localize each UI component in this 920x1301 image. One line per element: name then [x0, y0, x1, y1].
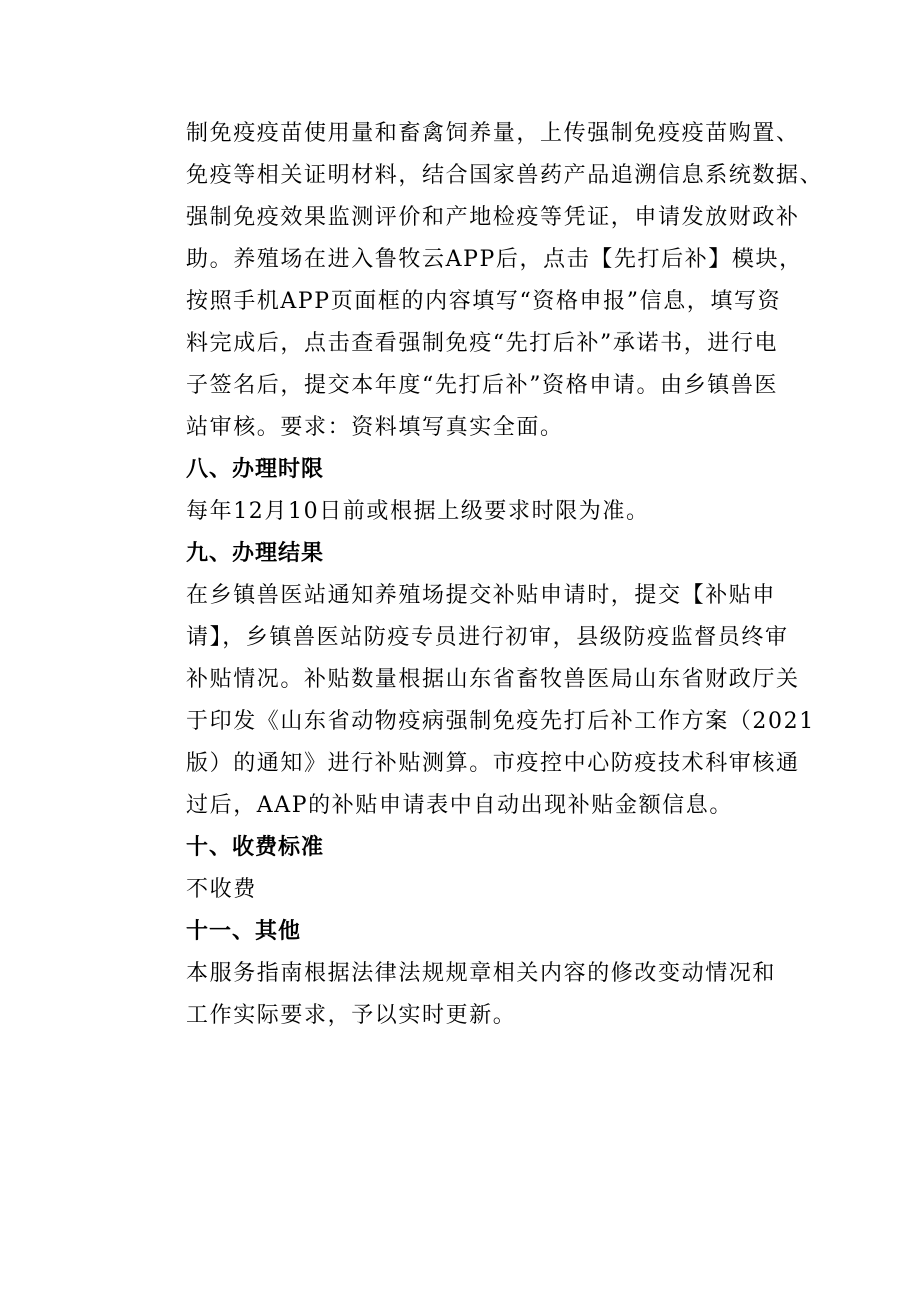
body-line: 子签名后，提交本年度“先打后补”资格申请。由乡镇兽医	[186, 373, 779, 398]
body-line: 免疫等相关证明材料，结合国家兽药产品追溯信息系统数据、	[186, 163, 824, 188]
body-line: 按照手机APP页面框的内容填写“资格申报”信息，填写资	[186, 289, 782, 314]
body-line: 请】，乡镇兽医站防疫专员进行初审，县级防疫监督员终审	[186, 625, 789, 650]
section-heading-processing-time: 八、办理时限	[186, 457, 325, 482]
body-line: 过后，AAP的补贴申请表中自动出现补贴金额信息。	[186, 793, 733, 818]
body-line: 于印发《山东省动物疫病强制免疫先打后补工作方案（2021	[186, 709, 815, 734]
body-line: 在乡镇兽医站通知养殖场提交补贴申请时，提交【补贴申	[186, 583, 777, 608]
body-line: 本服务指南根据法律法规规章相关内容的修改变动情况和	[186, 961, 777, 986]
body-line: 强制免疫效果监测评价和产地检疫等凭证，申请发放财政补	[186, 205, 800, 230]
body-line: 版）的通知》进行补贴测算。市疫控中心防疫技术科审核通	[186, 751, 800, 776]
section-heading-fee-standard: 十、收费标准	[186, 835, 325, 860]
body-line: 不收费	[186, 877, 257, 902]
body-line: 站审核。要求：资料填写真实全面。	[186, 415, 564, 440]
body-line: 料完成后，点击查看强制免疫“先打后补”承诺书，进行电	[186, 331, 779, 356]
body-line: 每年12月10日前或根据上级要求时限为准。	[186, 499, 650, 524]
body-line: 工作实际要求，予以实时更新。	[186, 1003, 517, 1028]
section-heading-other: 十一、其他	[186, 919, 302, 944]
body-line: 制免疫疫苗使用量和畜禽饲养量，上传强制免疫疫苗购置、	[186, 121, 800, 146]
body-line: 助。养殖场在进入鲁牧云APP后，点击【先打后补】模块，	[186, 247, 803, 272]
section-heading-processing-result: 九、办理结果	[186, 541, 325, 566]
body-line: 补贴情况。补贴数量根据山东省畜牧兽医局山东省财政厅关	[186, 667, 800, 692]
